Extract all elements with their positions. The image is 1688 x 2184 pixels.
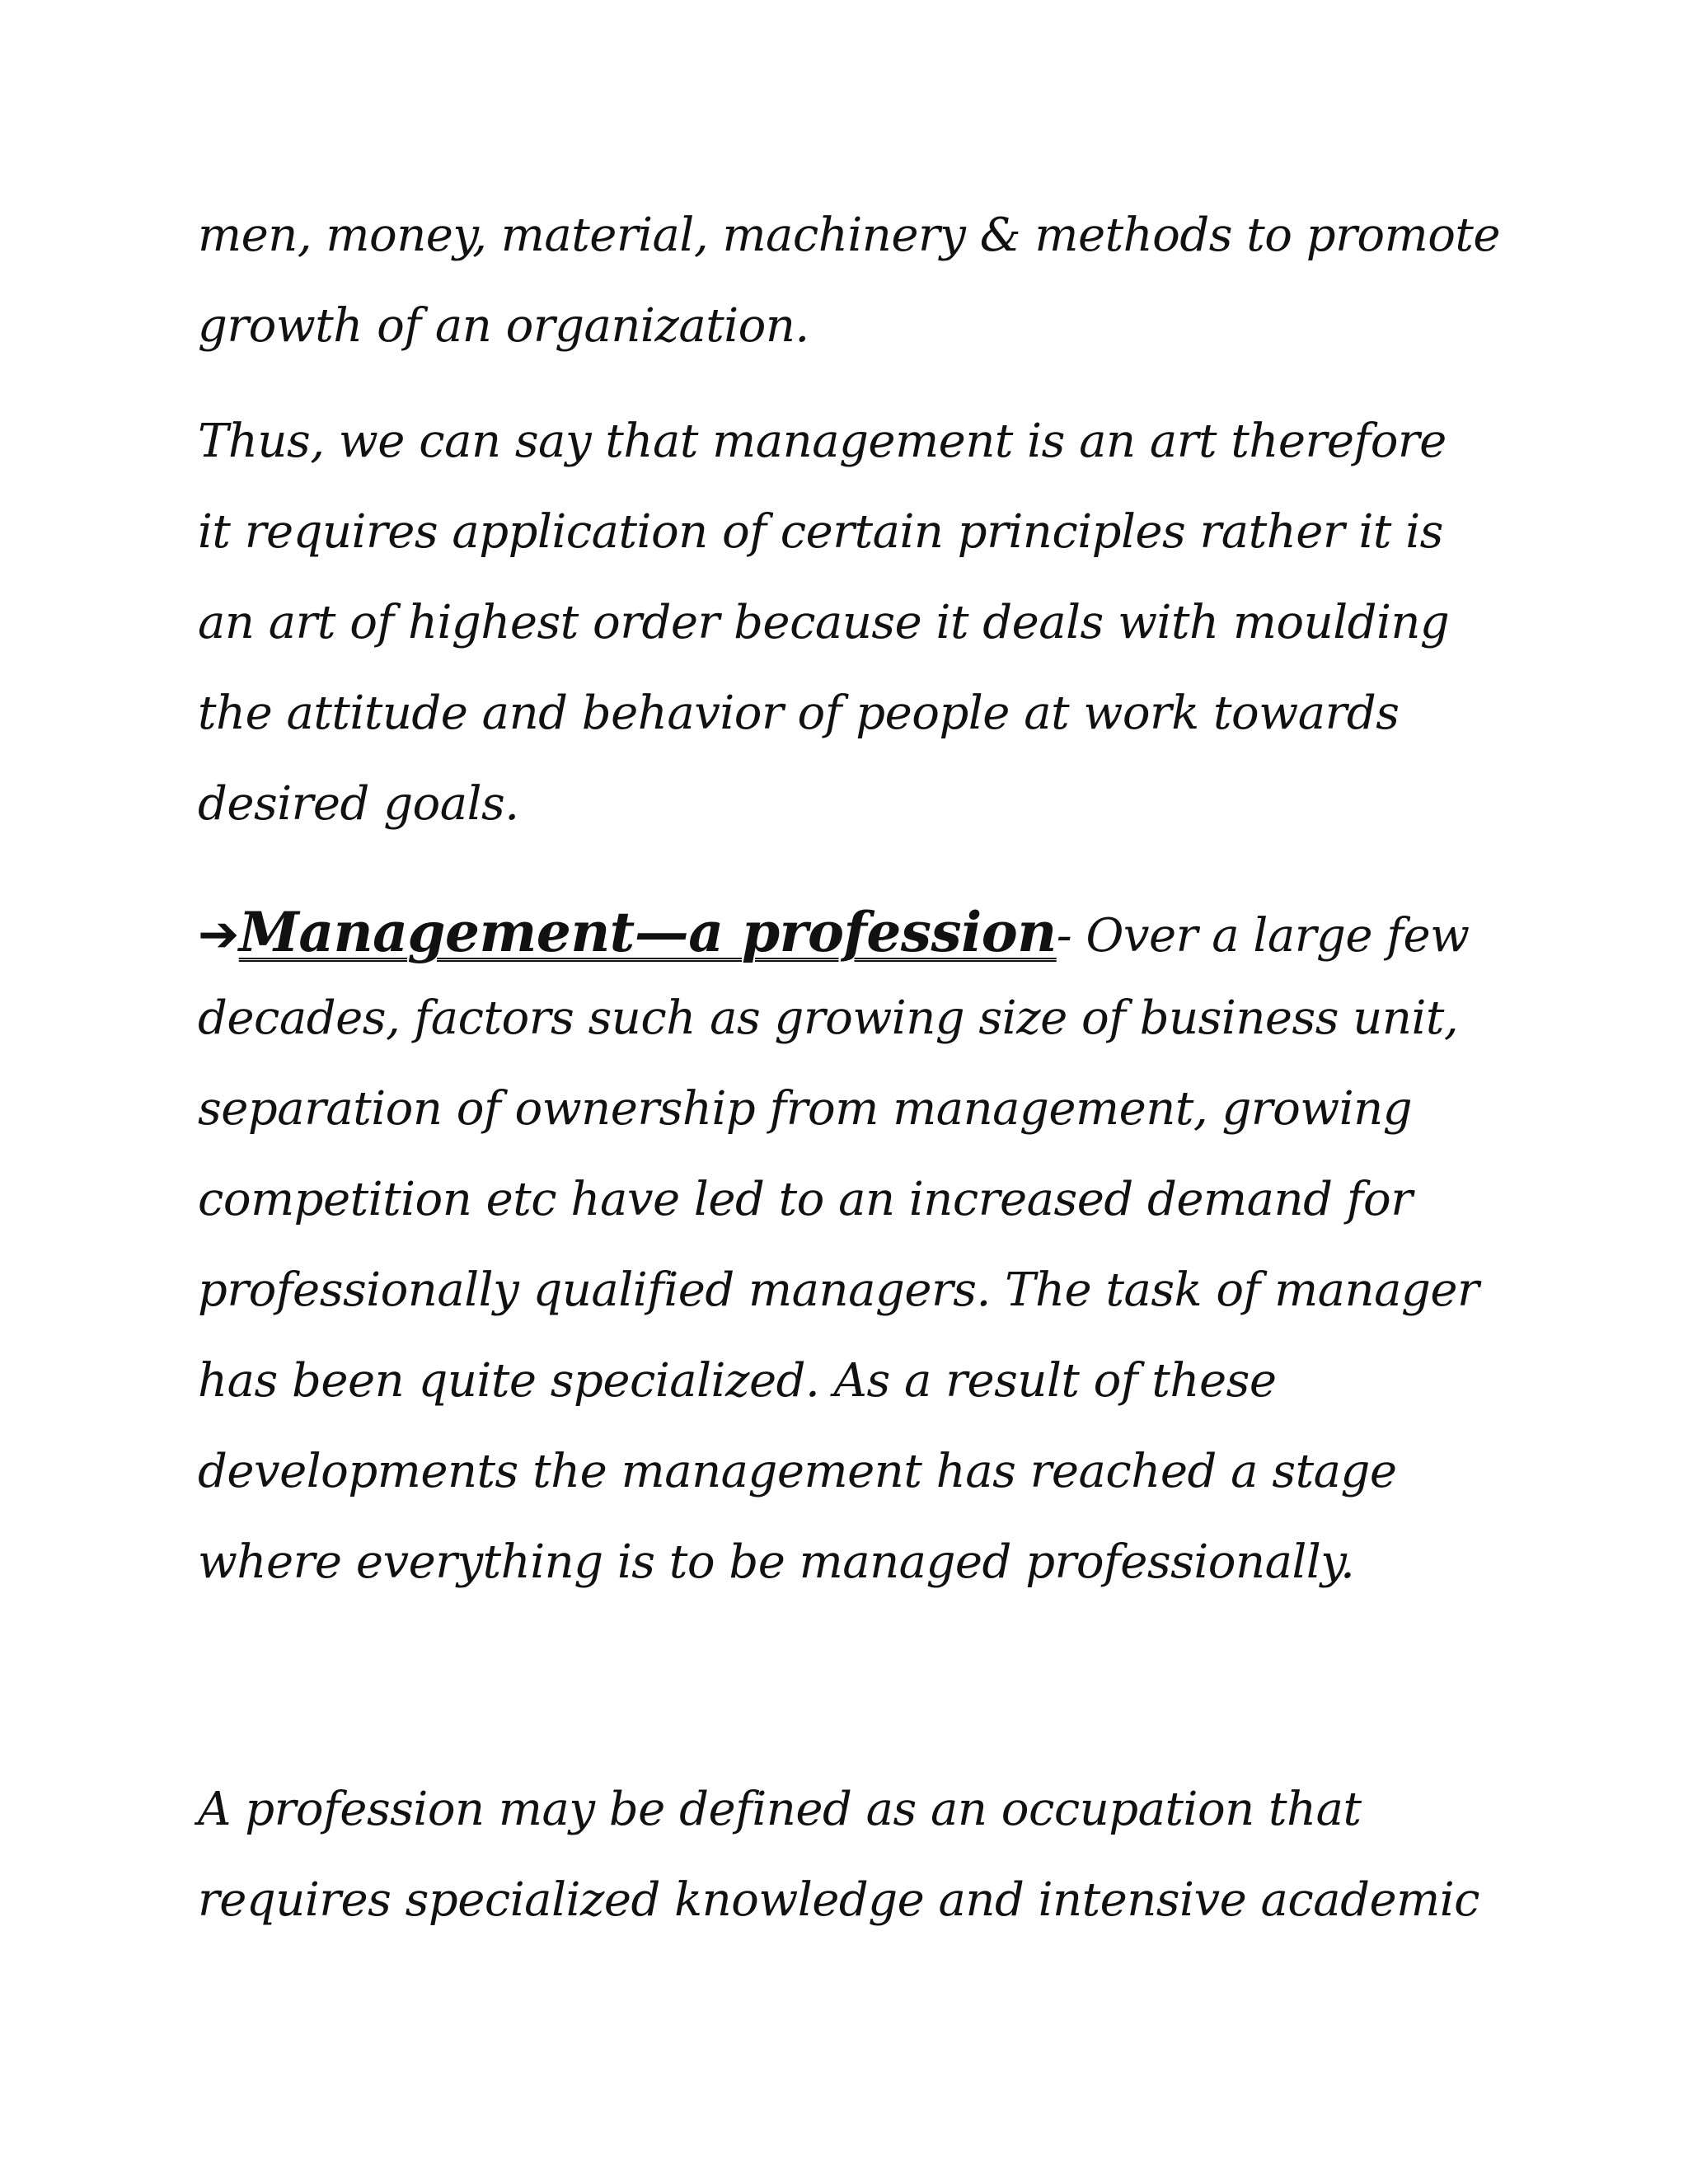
paragraph-2-line-3: an art of highest order because it deals with moulding bbox=[198, 596, 1450, 649]
section-line-4: professionally qualified managers. The task of manager bbox=[198, 1263, 1479, 1317]
section-heading: Management—a profession bbox=[238, 900, 1057, 964]
paragraph-4-line-1: A profession may be defined as an occupation that bbox=[198, 1783, 1362, 1836]
section-line-5: has been quite specialized. As a result of these bbox=[198, 1354, 1277, 1408]
paragraph-1-line-2: growth of an organization. bbox=[198, 299, 809, 353]
section-line-3: competition etc have led to an increased demand for bbox=[198, 1173, 1413, 1226]
section-line-7: where everything is to be managed professionally. bbox=[198, 1535, 1355, 1589]
paragraph-2-line-1: Thus, we can say that management is an art therefore bbox=[198, 415, 1447, 468]
section-first-line-text: Over a large few bbox=[1071, 909, 1470, 963]
arrow-right-icon: ➔ bbox=[198, 906, 239, 963]
section-line-2: separation of ownership from management, growing bbox=[198, 1082, 1413, 1136]
section-line-6: developments the management has reached a stage bbox=[198, 1445, 1397, 1498]
paragraph-2-line-2: it requires application of certain principles rather it is bbox=[198, 505, 1443, 559]
paragraph-2-line-5: desired goals. bbox=[198, 777, 519, 831]
paragraph-1-line-1: men, money, material, machinery & methods to promote bbox=[198, 209, 1501, 262]
section-line-1: decades, factors such as growing size of business unit, bbox=[198, 991, 1459, 1045]
paragraph-4-line-2: requires specialized knowledge and intensive academic bbox=[198, 1873, 1480, 1927]
heading-separator: - bbox=[1056, 909, 1072, 963]
section-heading-line bbox=[198, 900, 1470, 964]
paragraph-2-line-4: the attitude and behavior of people at work towards bbox=[198, 687, 1400, 740]
